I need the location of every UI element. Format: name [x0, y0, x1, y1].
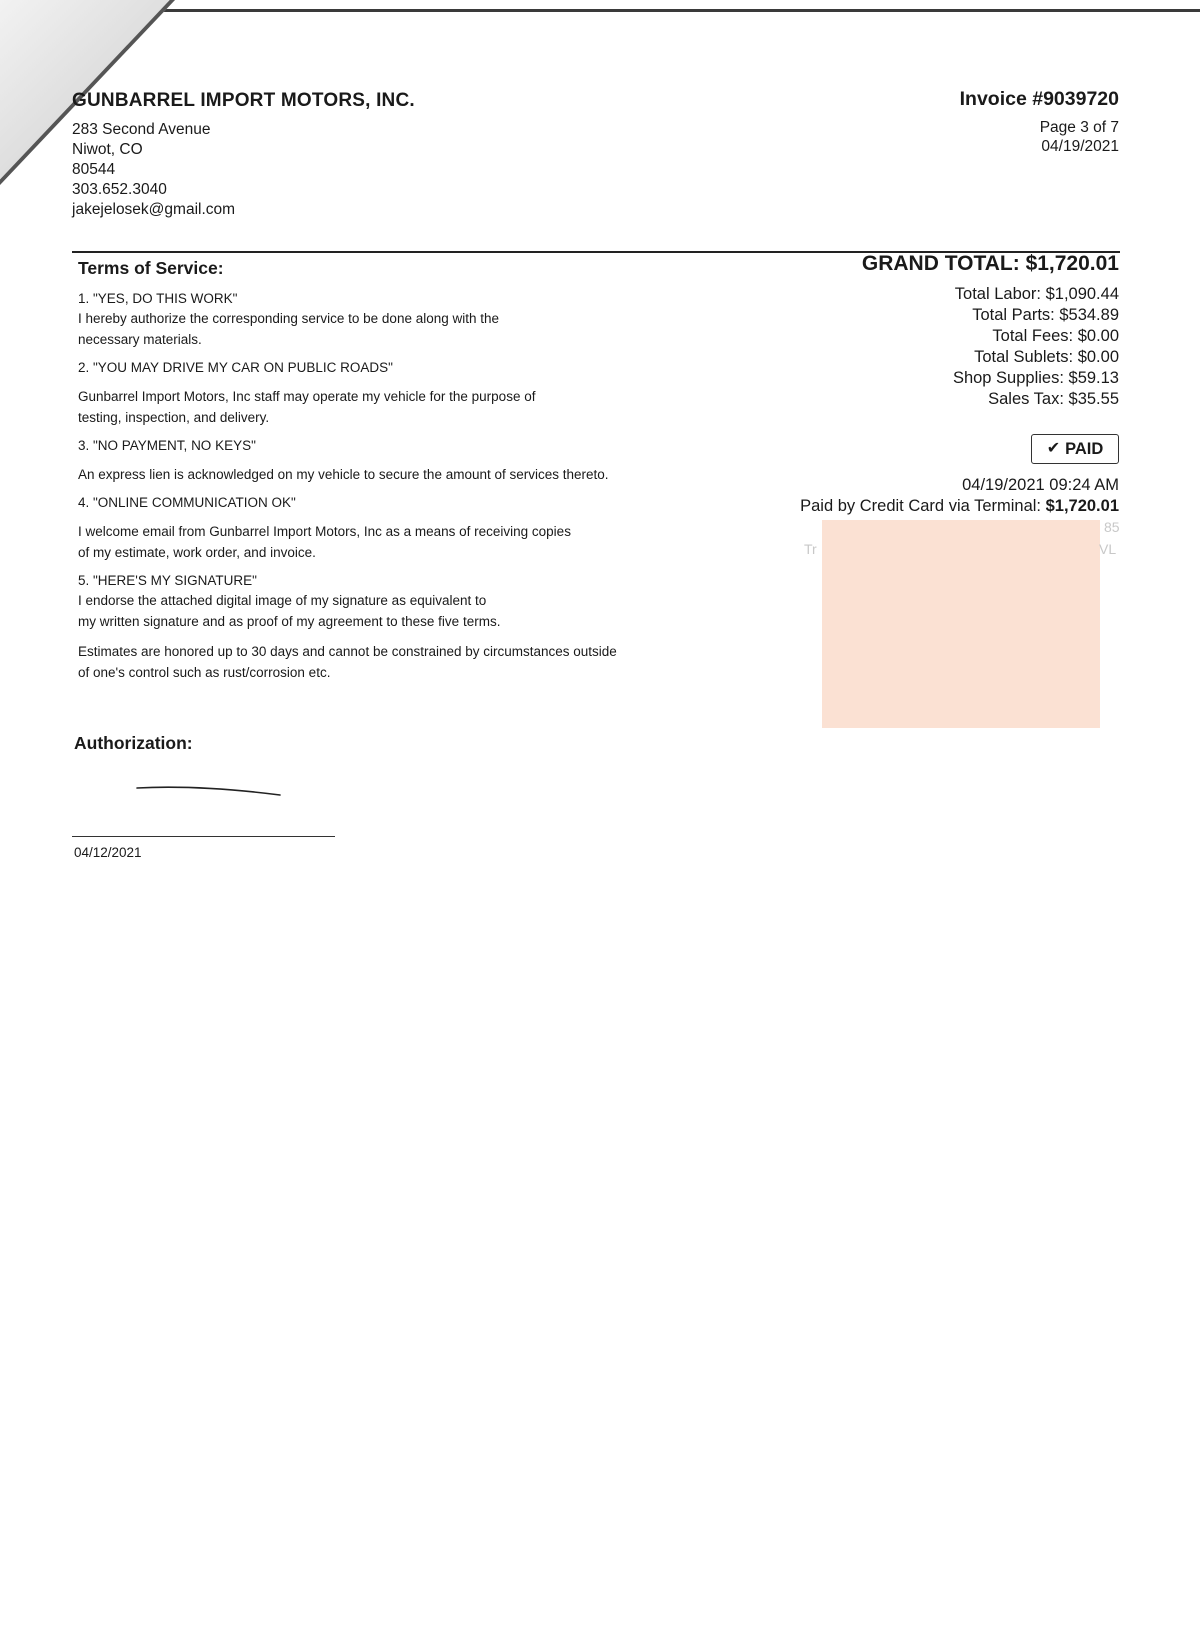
- page-indicator: Page 3 of 7: [1039, 119, 1119, 136]
- payment-timestamp: 04/19/2021 09:24 AM: [962, 476, 1119, 494]
- term-body: I endorse the attached digital image of my signature as equivalent to my written signature and as proof of my agreement to these five terms.: [78, 593, 501, 629]
- invoice-date: 04/19/2021: [1041, 138, 1119, 155]
- authorization-date: 04/12/2021: [74, 845, 142, 860]
- term-item: [78, 359, 698, 428]
- total-labor: Total Labor: $1,090.44: [954, 285, 1119, 303]
- term-body: I hereby authorize the corresponding service to be done along with the necessary materials.: [78, 311, 500, 347]
- scan-edge: [160, 9, 1200, 12]
- total-parts: Total Parts: $534.89: [972, 306, 1119, 324]
- terms-of-service: [78, 258, 698, 683]
- invoice-meta: [1040, 118, 1119, 156]
- paid-status-badge: [1031, 434, 1119, 464]
- sales-tax: Sales Tax: $35.55: [988, 390, 1119, 408]
- estimate-note: Estimates are honored up to 30 days and cannot be constrained by circumstances outside of one's control such as rust/corrosion etc.: [78, 644, 617, 680]
- authorization-heading: Authorization:: [74, 733, 193, 753]
- term-title: 4. "ONLINE COMMUNICATION OK": [78, 495, 296, 510]
- grand-total: GRAND TOTAL: $1,720.01: [861, 252, 1119, 275]
- signature-image: [135, 780, 285, 800]
- signature-line: [72, 836, 335, 837]
- company-email: jakejelosek@gmail.com: [72, 201, 236, 218]
- term-item: [78, 494, 698, 563]
- payment-method: [800, 496, 1119, 517]
- redaction-block: [822, 520, 1100, 728]
- term-body: Gunbarrel Import Motors, Inc staff may operate my vehicle for the purpose of testing, inspection, and delivery.: [78, 389, 536, 425]
- term-title: 2. "YOU MAY DRIVE MY CAR ON PUBLIC ROADS": [78, 360, 393, 375]
- payment-info: [800, 475, 1119, 517]
- payment-amount: $1,720.01: [1045, 497, 1119, 515]
- partial-text-left: Tr: [804, 541, 817, 557]
- term-body: I welcome email from Gunbarrel Import Motors, Inc as a means of receiving copies of my estimate, work order, and invoice.: [78, 524, 571, 560]
- company-contact: [72, 120, 235, 220]
- term-item: [78, 437, 698, 485]
- total-fees: Total Fees: $0.00: [992, 327, 1119, 345]
- shop-supplies: Shop Supplies: $59.13: [952, 369, 1119, 387]
- company-address: 283 Second Avenue: [72, 121, 211, 138]
- term-title: 3. "NO PAYMENT, NO KEYS": [78, 438, 256, 453]
- totals-breakdown: [862, 284, 1119, 410]
- paid-label: PAID: [1065, 439, 1104, 458]
- company-name: GUNBARREL IMPORT MOTORS, INC.: [72, 90, 415, 111]
- check-icon: ✔: [1046, 440, 1061, 457]
- terms-heading: Terms of Service:: [78, 258, 224, 278]
- term-item: [78, 572, 698, 632]
- term-title: 5. "HERE'S MY SIGNATURE": [78, 573, 257, 588]
- total-sublets: Total Sublets: $0.00: [974, 348, 1119, 366]
- term-body: An express lien is acknowledged on my vehicle to secure the amount of services thereto.: [78, 467, 609, 482]
- invoice-summary: [862, 252, 1119, 410]
- company-city-state: Niwot, CO: [72, 141, 143, 158]
- partial-text-right-bottom: VL: [1099, 541, 1117, 557]
- term-title: 1. "YES, DO THIS WORK": [78, 291, 238, 306]
- payment-method-text: Paid by Credit Card via Terminal:: [800, 497, 1046, 515]
- invoice-number: Invoice #9039720: [959, 88, 1119, 110]
- company-phone: 303.652.3040: [72, 181, 167, 198]
- company-zip: 80544: [72, 161, 116, 178]
- partial-text-right-top: 85: [1104, 519, 1120, 535]
- term-item: [78, 290, 698, 350]
